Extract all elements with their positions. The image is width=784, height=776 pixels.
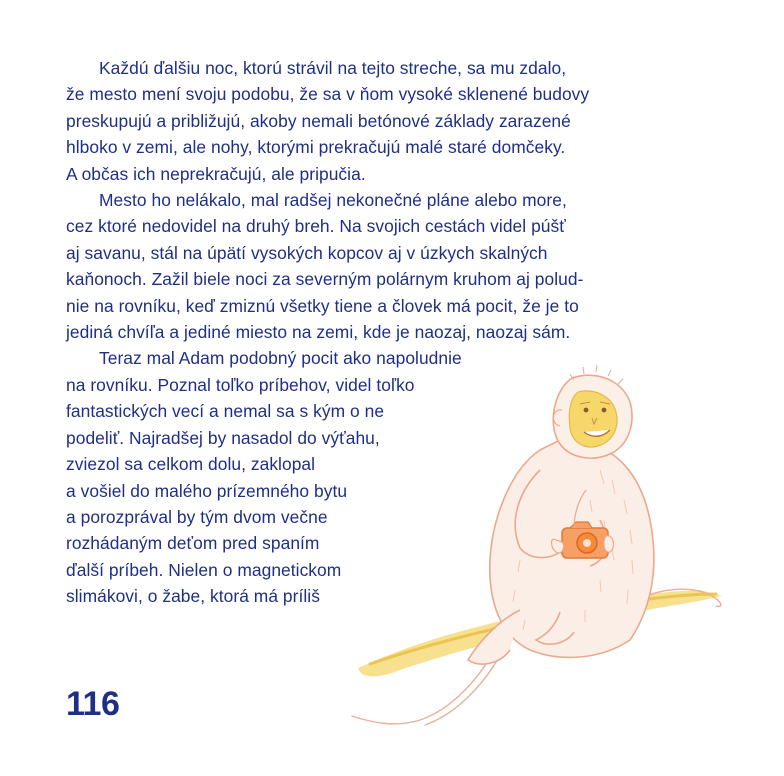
text-line: ďalší príbeh. Nielen o magnetickom [66, 559, 342, 580]
text-line: rozhádaným deťom pred spaním [66, 533, 320, 554]
text-line: že mesto mení svoju podobu, že sa v ňom vysoké sklenené budovy [66, 84, 590, 105]
text-line: a porozprával by tým dvom večne [66, 506, 328, 527]
text-line: a vošiel do malého prízemného bytu [66, 480, 348, 501]
text-line: slimákovi, o žabe, ktorá má príliš [66, 586, 320, 607]
monkey-illustration [340, 360, 784, 760]
text-line: kaňonoch. Zažil biele noci za severným polárnym kruhom aj polud- [66, 269, 584, 290]
text-line: Každú ďalšiu noc, ktorú strávil na tejto streche, sa mu zdalo, [99, 58, 567, 78]
text-line: zviezol sa celkom dolu, zaklopal [66, 454, 316, 475]
text-line: na rovníku. Poznal toľko príbehov, videl toľko [66, 374, 415, 395]
text-line: jediná chvíľa a jediné miesto na zemi, kde je naozaj, naozaj sám. [66, 322, 571, 343]
text-line: preskupujú a približujú, akoby nemali betónové základy zarazené [66, 110, 571, 131]
page-number: 116 [66, 685, 120, 723]
text-line: podeliť. Najradšej by nasadol do výťahu, [66, 427, 380, 448]
text-line: Teraz mal Adam podobný pocit ako napoludnie [99, 348, 462, 369]
text-line: nie na rovníku, keď zmiznú všetky tiene a človek má pocit, že je to [66, 295, 579, 316]
monkey-head [553, 365, 632, 458]
paragraph-2 [66, 187, 666, 345]
text-line: A občas ich neprekračujú, ale pripučia. [66, 163, 366, 184]
text-line: Mesto ho nelákalo, mal radšej nekonečné pláne alebo more, [99, 190, 567, 211]
text-line: hlboko v zemi, ale nohy, ktorými prekračujú malé staré domčeky. [66, 137, 566, 158]
text-line: fantastických vecí a nemal sa s kým o ne [66, 401, 385, 422]
text-line: cez ktoré nedovidel na druhý breh. Na svojich cestách videl púšť [66, 216, 566, 237]
text-line: aj savanu, stál na úpätí vysokých kopcov aj v úzkych skalných [66, 242, 548, 263]
paragraph-1 [66, 55, 666, 187]
